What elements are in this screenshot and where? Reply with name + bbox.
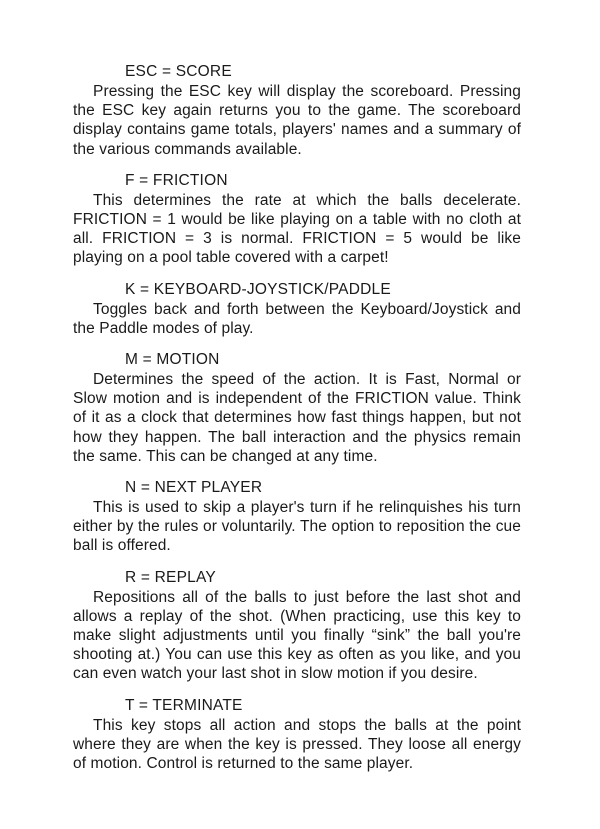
section-body: Repositions all of the balls to just before the last shot and allows a replay of the shot. (When practicing, use this key to make slight adjustments until you finally “sink” the ball you're shooting at.) You can use this key as often as you like, and you can even watch your last shot in slow motion if you desire.: [73, 588, 521, 683]
section-body: This determines the rate at which the balls decelerate. FRICTION = 1 would be like playing on a table with no cloth at all. FRICTION = 3 is normal. FRICTION = 5 would be like playing on a pool table covered with a carpet!: [73, 191, 521, 267]
section-body: Determines the speed of the action. It is Fast, Normal or Slow motion and is independent of the FRICTION value. Think of it as a clock that determines how fast things happen, but not how they happen. The ball interaction and the physics remain the same. This can be changed at any time.: [73, 371, 521, 465]
section-heading: M = MOTION: [125, 351, 220, 369]
section-replay: [73, 568, 521, 684]
section-friction: [73, 171, 521, 268]
section-heading: ESC = SCORE: [125, 63, 232, 80]
section-heading: N = NEXT PLAYER: [125, 479, 263, 497]
section-heading: R = REPLAY: [125, 568, 216, 586]
section-escape-score: [73, 62, 521, 159]
section-body: This is used to skip a player's turn if he relinquishes his turn either by the rules or voluntarily. The option to reposition the cue ball is offered.: [73, 499, 521, 555]
section-body: Pressing the ESC key will display the scoreboard. Pressing the ESC key again returns you to the game. The scoreboard display contains game totals, players' names and a summary of the various commands available.: [73, 83, 521, 158]
command-list: [73, 62, 521, 785]
section-keyboard-joystick-paddle: [73, 280, 521, 338]
section-terminate: [73, 696, 521, 774]
section-body: This key stops all action and stops the balls at the point where they are when the key is pressed. They loose all energy of motion. Control is returned to the same player.: [73, 716, 521, 773]
section-heading: T = TERMINATE: [125, 696, 243, 714]
section-motion: [73, 350, 521, 466]
section-heading: K = KEYBOARD-JOYSTICK/PADDLE: [125, 280, 391, 298]
section-heading: F = FRICTION: [125, 171, 228, 189]
section-body: Toggles back and forth between the Keyboard/Joystick and the Paddle modes of play.: [73, 300, 521, 337]
section-next-player: [73, 478, 521, 556]
